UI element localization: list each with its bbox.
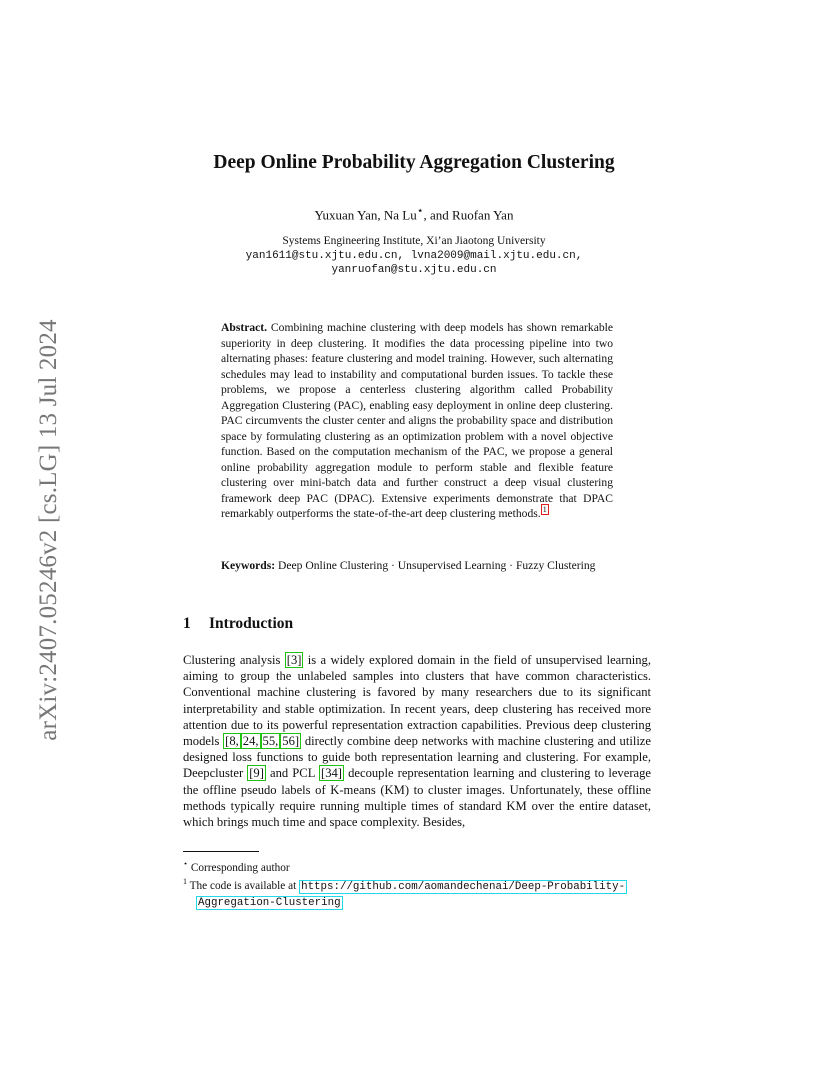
citation-link[interactable]: 24, xyxy=(242,734,259,749)
affiliation-emails-line1: yan1611@stu.xjtu.edu.cn, lvna2009@mail.xjtu.edu.cn, xyxy=(245,249,583,262)
paper-title: Deep Online Probability Aggregation Clustering xyxy=(213,152,615,173)
section-title: Introduction xyxy=(209,615,294,632)
footnote-code xyxy=(183,875,653,894)
intro-text: is a widely explored domain in the field of unsupervised learning, aiming to group the unlabeled samples into clusters that have common characteristics. Conventional machine clustering is favored by many researchers due to its significant interpretability and stable optimization. In recent years, deep clustering has received more attention due to its powerful representation extraction capabilities. Previous deep clustering models xyxy=(183,653,651,749)
corresponding-author-mark: ⋆ xyxy=(416,205,424,217)
footnote-corresponding xyxy=(183,857,653,875)
footnote-code-continued xyxy=(183,895,653,911)
affiliation-emails-line2: yanruofan@stu.xjtu.edu.cn xyxy=(331,264,497,276)
author-names-part2: , and Ruofan Yan xyxy=(423,207,514,223)
abstract-text: Combining machine clustering with deep models has shown remarkable superiority in deep clustering. It modifies the data processing pipeline into two alternating phases: feature clustering and model training. However, such alternating schedules may lead to instability and computational burden issues. To tackle these problems, we propose a centerless clustering algorithm called Probability Aggregation Clustering (PAC), enabling easy deployment in online deep clustering. PAC circumvents the cluster center and aligns the probability space and distribution space by formulating clustering as an optimization problem with a novel objective function. Based on the computation mechanism of the PAC, we propose a general online probability aggregation module to perform stable and flexible feature clustering over mini-batch data and further construct a deep visual clustering framework deep PAC (DPAC). Extensive experiments demonstrate that DPAC remarkably outperforms the state-of-the-art deep clustering methods. xyxy=(221,321,613,520)
footnote-link-1[interactable]: 1 xyxy=(542,505,547,515)
introduction-paragraph xyxy=(183,652,651,830)
footnote-1-text: The code is available at xyxy=(189,880,300,893)
footnotes xyxy=(183,857,653,910)
footnote-star-mark: ⋆ xyxy=(183,859,189,868)
affiliation-block xyxy=(0,234,828,278)
arxiv-identifier-stamp: arXiv:2407.05246v2 [cs.LG] 13 Jul 2024 xyxy=(35,319,62,741)
citation-link[interactable]: 55, xyxy=(262,734,279,749)
citation-link[interactable]: [8, xyxy=(225,734,239,749)
intro-text: Clustering analysis xyxy=(183,653,285,667)
keywords-text: Deep Online Clustering · Unsupervised Learning · Fuzzy Clustering xyxy=(275,559,596,572)
citation-link[interactable]: 56] xyxy=(282,734,300,749)
citation-link[interactable]: [9] xyxy=(249,766,264,781)
keywords-label: Keywords: xyxy=(221,559,276,572)
footnote-1-mark: 1 xyxy=(183,877,187,887)
section-heading-introduction xyxy=(183,615,293,633)
footnote-star-text: Corresponding author xyxy=(190,861,290,874)
intro-text: decouple representation learning and clustering to leverage the offline pseudo labels of K-means (KM) to cluster images. Unfortunately, these offline methods typically require running multiple times of standard KM over the entire dataset, which brings much time and space complexity. Besides, xyxy=(183,766,651,830)
intro-text: and PCL xyxy=(265,766,320,781)
footnote-divider xyxy=(183,851,259,852)
section-number: 1 xyxy=(183,615,191,632)
author-names-part1: Yuxuan Yan, Na Lu xyxy=(314,207,417,223)
code-url-link-part1[interactable]: https://github.com/aomandechenai/Deep-Probability- xyxy=(301,881,626,894)
abstract xyxy=(221,320,613,522)
affiliation-institute: Systems Engineering Institute, Xi’an Jiaotong University xyxy=(282,235,546,247)
keywords xyxy=(221,558,613,574)
citation-link[interactable]: [34] xyxy=(321,766,342,781)
citation-link[interactable]: [3] xyxy=(286,653,302,667)
intro-text: directly combine deep networks with machine clustering and utilize designed loss functions to guide both representation learning and clustering. For example, Deepcluster xyxy=(183,734,651,781)
abstract-label: Abstract. xyxy=(221,321,268,334)
code-url-link-part2[interactable]: Aggregation-Clustering xyxy=(198,896,341,909)
author-list xyxy=(0,204,828,223)
